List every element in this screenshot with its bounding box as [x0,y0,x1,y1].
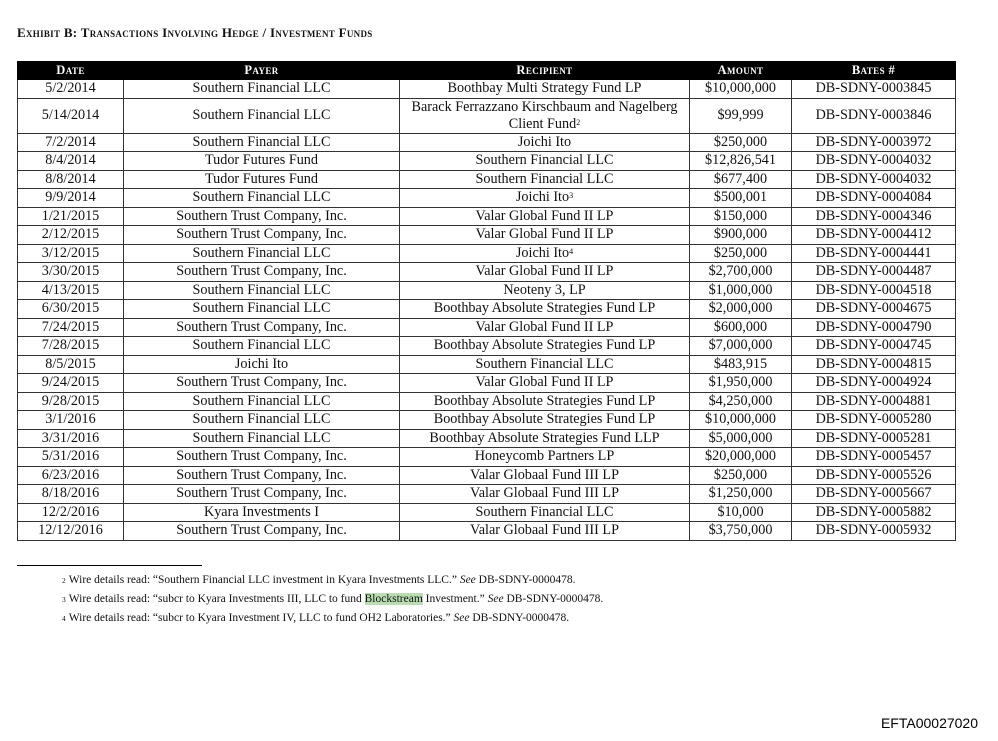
cell-bates [792,318,956,337]
cell-amount-text: $7,000,000 [708,337,773,354]
cell-recipient-text: Boothbay Multi Strategy Fund LP [447,80,642,97]
cell-date [18,337,124,356]
cell-payer-text: Southern Financial LLC [192,80,331,97]
cell-date [18,207,124,226]
cell-recipient [400,448,690,467]
cell-bates-text: DB-SDNY-0004745 [815,337,932,354]
cell-date-text: 12/2/2016 [41,503,100,520]
table-row [18,503,956,522]
cell-bates-text: DB-SDNY-0003845 [815,80,932,97]
cell-bates [792,522,956,541]
footnote-ref: DB-SDNY-0000478. [469,612,570,624]
cell-recipient [400,152,690,171]
cell-bates [792,133,956,152]
cell-payer-text: Kyara Investments I [203,503,320,520]
cell-amount-text: $250,000 [713,133,768,150]
cell-date-text: 7/28/2015 [41,337,100,354]
table-row [18,448,956,467]
cell-amount [690,281,792,300]
table-row [18,318,956,337]
cell-recipient-text: Valar Global Fund II LP [475,318,614,335]
cell-bates-text: DB-SDNY-0004441 [815,244,932,261]
table-row [18,485,956,504]
document-stamp: EFTA00027020 [880,715,978,731]
cell-date-text: 3/1/2016 [45,411,96,428]
footnote-ref: DB-SDNY-0000478. [475,574,576,586]
table-row [18,411,956,430]
cell-amount-text: $99,999 [717,107,764,123]
cell-recipient [400,374,690,393]
cell-payer [124,189,400,208]
cell-recipient [400,80,690,99]
cell-date-text: 7/2/2014 [45,133,96,150]
table-row [18,189,956,208]
cell-bates-text: DB-SDNY-0005457 [815,448,932,465]
cell-bates [792,429,956,448]
cell-recipient-text: Honeycomb Partners LP [474,448,615,465]
cell-recipient-text: Neoteny 3, LP [503,281,586,298]
footnote-3 [62,590,603,609]
cell-amount-text: $1,950,000 [708,374,773,391]
cell-bates [792,152,956,171]
cell-recipient [400,207,690,226]
cell-payer-text: Southern Financial LLC [192,281,331,298]
cell-recipient [400,98,690,133]
table-row [18,207,956,226]
cell-bates-text: DB-SDNY-0005667 [815,485,932,502]
col-header-bates: Bates # [792,62,956,80]
footnote-ref-marker: 2 [576,117,581,127]
cell-recipient-text: Joichi Ito [515,244,570,261]
cell-recipient-text: Boothbay Absolute Strategies Fund LP [433,392,656,409]
cell-amount [690,411,792,430]
cell-amount-text: $250,000 [713,466,768,483]
cell-payer-text: Southern Financial LLC [192,244,331,261]
cell-date [18,170,124,189]
cell-amount [690,337,792,356]
cell-amount-text: $1,250,000 [708,485,773,502]
cell-bates [792,392,956,411]
cell-payer [124,263,400,282]
footnote-4 [62,609,603,628]
cell-recipient [400,300,690,319]
cell-amount-text: $483,915 [713,355,768,372]
cell-payer [124,355,400,374]
footnote-2 [62,571,603,590]
cell-recipient [400,466,690,485]
cell-date-text: 8/5/2015 [45,355,96,372]
table-row [18,244,956,263]
cell-bates [792,300,956,319]
cell-recipient [400,244,690,263]
cell-bates-text: DB-SDNY-0004924 [815,374,932,391]
cell-amount-text: $3,750,000 [708,522,773,539]
col-header-payer: Payer [124,62,400,80]
cell-bates-text: DB-SDNY-0005526 [815,466,932,483]
cell-date [18,152,124,171]
cell-date [18,392,124,411]
cell-payer [124,170,400,189]
cell-payer [124,152,400,171]
table-row [18,263,956,282]
cell-amount [690,503,792,522]
cell-payer [124,374,400,393]
cell-recipient-text: Valar Global Fund II LP [475,226,614,243]
table-row [18,281,956,300]
cell-amount-text: $12,826,541 [705,152,776,169]
transactions-table [17,61,956,541]
cell-amount [690,318,792,337]
cell-date-text: 8/4/2014 [45,152,96,169]
cell-recipient [400,503,690,522]
cell-payer [124,392,400,411]
cell-payer-text: Southern Financial LLC [192,337,331,354]
cell-payer-text: Southern Financial LLC [192,429,331,446]
cell-recipient-text: Valar Globaal Fund III LP [470,466,619,483]
footnote-text: Investment.” [422,593,488,605]
cell-payer [124,337,400,356]
cell-date [18,485,124,504]
cell-amount-text: $250,000 [713,244,768,261]
cell-amount-text: $2,700,000 [708,263,773,280]
cell-date [18,189,124,208]
cell-recipient [400,318,690,337]
cell-amount [690,226,792,245]
cell-payer-text: Tudor Futures Fund [204,152,318,169]
cell-amount-text: $10,000 [717,503,764,520]
footnote-divider [17,565,202,566]
cell-bates-text: DB-SDNY-0004790 [815,318,932,335]
cell-date-text: 6/23/2016 [41,466,100,483]
footnote-text: Wire details read: “Southern Financial LLC investment in Kyara Investments LLC.” [68,574,460,586]
cell-bates [792,503,956,522]
cell-recipient [400,392,690,411]
cell-recipient-text: Valar Globaal Fund III LP [470,522,619,539]
exhibit-title: Exhibit B: Transactions Involving Hedge / Investment Funds [17,25,373,40]
cell-payer [124,448,400,467]
cell-payer [124,244,400,263]
footnote-text: Wire details read: “subcr to Kyara Investments III, LLC to fund [68,593,365,605]
table-row [18,337,956,356]
cell-payer [124,207,400,226]
cell-payer [124,226,400,245]
cell-recipient-text: Joichi Ito [515,189,570,206]
cell-amount [690,207,792,226]
cell-date-text: 5/2/2014 [45,80,96,97]
cell-bates-text: DB-SDNY-0004032 [815,170,932,187]
cell-payer-text: Southern Trust Company, Inc. [176,522,347,539]
table-row [18,522,956,541]
table-row [18,355,956,374]
cell-recipient-text: Boothbay Absolute Strategies Fund LLP [429,429,660,446]
table-row [18,466,956,485]
col-header-recipient: Recipient [400,62,690,80]
cell-recipient-text: Southern Financial LLC [475,503,614,520]
cell-recipient [400,281,690,300]
footnote-see: See [453,612,470,624]
cell-payer-text: Southern Trust Company, Inc. [176,485,347,502]
cell-amount-text: $677,400 [713,170,768,187]
cell-payer-text: Southern Trust Company, Inc. [176,466,347,483]
footnote-see: See [459,574,476,586]
cell-amount-text: $500,001 [713,189,768,206]
footnote-marker: 2 [62,576,66,585]
footnote-ref: DB-SDNY-0000478. [503,593,604,605]
cell-recipient-text: Southern Financial LLC [475,152,614,169]
table-row [18,80,956,99]
cell-bates-text: DB-SDNY-0004518 [815,281,932,298]
cell-recipient-text: Valar Global Fund II LP [475,207,614,224]
cell-bates-text: DB-SDNY-0004412 [815,226,932,243]
cell-recipient-text: Southern Financial LLC [475,170,614,187]
cell-payer [124,429,400,448]
cell-date-text: 4/13/2015 [41,281,100,298]
cell-bates [792,244,956,263]
cell-bates-text: DB-SDNY-0005932 [815,522,932,539]
cell-date [18,80,124,99]
cell-amount [690,80,792,99]
cell-payer-text: Southern Trust Company, Inc. [176,318,347,335]
cell-date-text: 3/12/2015 [41,244,100,261]
cell-bates [792,448,956,467]
footnote-ref-marker: 3 [569,191,574,201]
cell-date [18,374,124,393]
cell-recipient-text: Boothbay Absolute Strategies Fund LP [433,411,656,428]
cell-date [18,281,124,300]
cell-date-text: 5/31/2016 [41,448,100,465]
cell-date-text: 7/24/2015 [41,318,100,335]
table-row [18,300,956,319]
cell-date [18,448,124,467]
cell-date [18,263,124,282]
cell-bates-text: DB-SDNY-0004881 [815,392,932,409]
table-row [18,226,956,245]
cell-amount [690,170,792,189]
cell-recipient [400,522,690,541]
cell-bates-text: DB-SDNY-0004675 [815,300,932,317]
cell-recipient-text: Barack Ferrazzano Kirschbaum and Nagelberg Client Fund [411,98,678,132]
cell-bates-text: DB-SDNY-0005280 [815,411,932,428]
cell-date [18,429,124,448]
cell-amount-text: $600,000 [713,318,768,335]
cell-bates [792,170,956,189]
cell-date [18,300,124,319]
cell-recipient-text: Joichi Ito [517,133,572,150]
cell-recipient-text: Southern Financial LLC [475,355,614,372]
cell-amount-text: $1,000,000 [708,281,773,298]
cell-amount [690,300,792,319]
cell-bates-text: DB-SDNY-0004487 [815,263,932,280]
cell-payer-text: Southern Trust Company, Inc. [176,263,347,280]
cell-bates-text: DB-SDNY-0005882 [815,503,932,520]
cell-amount-text: $150,000 [713,207,768,224]
cell-recipient [400,226,690,245]
table-row [18,392,956,411]
cell-bates [792,355,956,374]
cell-recipient [400,133,690,152]
cell-bates [792,281,956,300]
cell-amount [690,448,792,467]
cell-date [18,98,124,133]
cell-payer [124,318,400,337]
cell-payer-text: Southern Financial LLC [192,300,331,317]
cell-date [18,226,124,245]
cell-payer-text: Southern Trust Company, Inc. [176,448,347,465]
cell-bates [792,226,956,245]
highlighted-term: Blockstream [364,593,423,605]
cell-payer-text: Southern Financial LLC [192,411,331,428]
cell-amount [690,429,792,448]
cell-recipient [400,189,690,208]
cell-payer [124,485,400,504]
cell-recipient [400,337,690,356]
cell-amount-text: $2,000,000 [708,300,773,317]
cell-date [18,318,124,337]
cell-recipient [400,429,690,448]
cell-payer-text: Joichi Ito [234,355,289,372]
cell-amount [690,466,792,485]
cell-date [18,244,124,263]
cell-bates [792,263,956,282]
cell-date [18,411,124,430]
cell-date-text: 8/18/2016 [41,485,100,502]
cell-payer-text: Southern Financial LLC [192,189,331,206]
cell-recipient [400,170,690,189]
cell-bates-text: DB-SDNY-0003846 [815,107,932,123]
cell-amount-text: $4,250,000 [708,392,773,409]
table-row [18,152,956,171]
cell-recipient-text: Boothbay Absolute Strategies Fund LP [433,337,656,354]
cell-bates [792,411,956,430]
table-header-row [18,62,956,80]
cell-amount-text: $10,000,000 [705,411,776,428]
cell-date [18,522,124,541]
cell-amount-text: $10,000,000 [705,80,776,97]
cell-amount [690,485,792,504]
cell-date-text: 3/30/2015 [41,263,100,280]
footnote-ref-marker: 4 [569,246,574,256]
table-row [18,374,956,393]
cell-bates-text: DB-SDNY-0004084 [815,189,932,206]
cell-bates [792,337,956,356]
cell-date [18,133,124,152]
cell-bates-text: DB-SDNY-0004346 [815,207,932,224]
cell-amount [690,189,792,208]
cell-payer-text: Southern Financial LLC [192,133,331,150]
table-row [18,98,956,133]
cell-date-text: 12/12/2016 [38,522,103,539]
cell-date-text: 3/31/2016 [41,429,100,446]
cell-payer [124,98,400,133]
footnote-see: See [487,593,504,605]
cell-date-text: 9/24/2015 [41,374,100,391]
cell-bates [792,189,956,208]
footnote-marker: 3 [62,595,66,604]
table-row [18,133,956,152]
cell-payer-text: Southern Trust Company, Inc. [176,207,347,224]
cell-date-text: 9/28/2015 [41,392,100,409]
cell-date [18,503,124,522]
cell-payer-text: Southern Financial LLC [192,107,331,123]
cell-amount [690,133,792,152]
cell-date-text: 1/21/2015 [41,207,100,224]
cell-bates [792,374,956,393]
cell-date-text: 8/8/2014 [45,170,96,187]
cell-bates-text: DB-SDNY-0005281 [815,429,932,446]
cell-bates [792,207,956,226]
cell-date-text: 5/14/2014 [41,107,100,123]
table-row [18,429,956,448]
footnote-marker: 4 [62,614,66,623]
cell-recipient [400,411,690,430]
cell-bates [792,98,956,133]
cell-payer [124,281,400,300]
cell-amount [690,374,792,393]
cell-amount [690,392,792,411]
cell-payer-text: Southern Financial LLC [192,392,331,409]
cell-amount [690,355,792,374]
cell-recipient-text: Valar Global Fund II LP [475,374,614,391]
cell-amount [690,263,792,282]
cell-bates [792,466,956,485]
cell-payer-text: Tudor Futures Fund [204,170,318,187]
footnotes [62,571,603,628]
cell-amount [690,244,792,263]
cell-amount [690,522,792,541]
cell-payer [124,300,400,319]
cell-recipient [400,355,690,374]
cell-payer [124,503,400,522]
cell-amount-text: $20,000,000 [705,448,776,465]
col-header-date: Date [18,62,124,80]
cell-recipient [400,485,690,504]
cell-payer-text: Southern Trust Company, Inc. [176,374,347,391]
footnote-text: Wire details read: “subcr to Kyara Investment IV, LLC to fund OH2 Laboratories.” [68,612,454,624]
cell-payer-text: Southern Trust Company, Inc. [176,226,347,243]
cell-amount [690,98,792,133]
cell-amount [690,152,792,171]
cell-amount-text: $900,000 [713,226,768,243]
cell-payer [124,80,400,99]
cell-bates-text: DB-SDNY-0004032 [815,152,932,169]
cell-recipient-text: Valar Globaal Fund III LP [470,485,619,502]
cell-date-text: 6/30/2015 [41,300,100,317]
cell-payer [124,411,400,430]
cell-date-text: 9/9/2014 [45,189,96,206]
cell-amount-text: $5,000,000 [708,429,773,446]
cell-bates-text: DB-SDNY-0004815 [815,355,932,372]
cell-date [18,466,124,485]
cell-bates [792,80,956,99]
cell-recipient-text: Valar Global Fund II LP [475,263,614,280]
cell-bates-text: DB-SDNY-0003972 [815,133,932,150]
cell-bates [792,485,956,504]
cell-recipient [400,263,690,282]
col-header-amount: Amount [690,62,792,80]
cell-recipient-text: Boothbay Absolute Strategies Fund LP [433,300,656,317]
cell-payer [124,133,400,152]
cell-payer [124,522,400,541]
table-row [18,170,956,189]
cell-date [18,355,124,374]
cell-payer [124,466,400,485]
cell-date-text: 2/12/2015 [41,226,100,243]
